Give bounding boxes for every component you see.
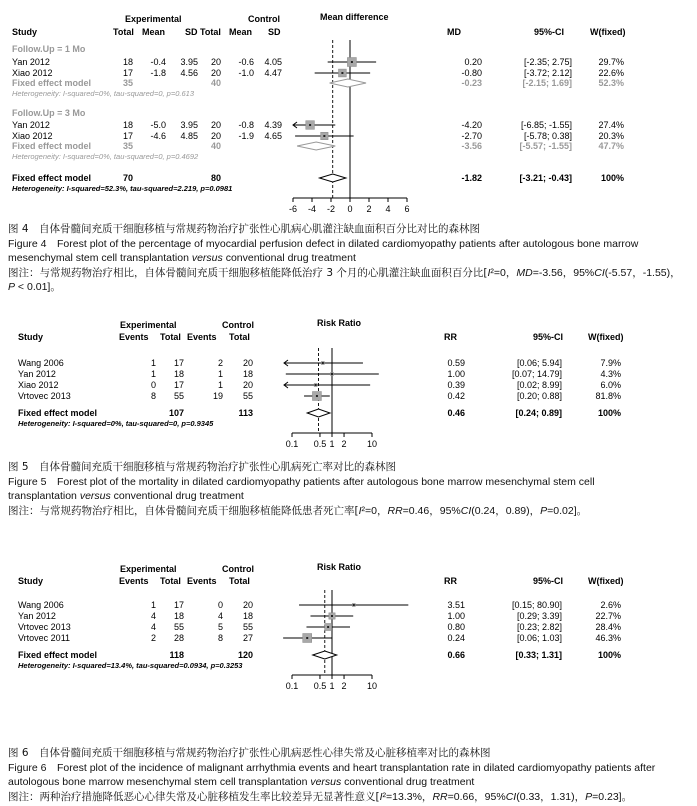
cell: 20 <box>242 358 253 368</box>
cell: 0 <box>150 380 156 390</box>
study-point <box>316 395 318 397</box>
ci-value: [-3.72; 2.12] <box>523 68 572 78</box>
study-point <box>323 135 325 137</box>
caption-en-text: conventional drug treatment <box>110 490 244 502</box>
overall-fixed-n1: 70 <box>122 173 133 183</box>
caption-note-italic: MD <box>516 267 533 279</box>
overall-fixed-ci: [-3.21; -0.43] <box>519 173 572 183</box>
cell: 27 <box>242 633 253 643</box>
header-col: Total <box>160 332 181 342</box>
pooled-diamond <box>307 409 330 417</box>
ci-value: [0.02; 8.99] <box>516 380 562 390</box>
cell: 55 <box>242 622 253 632</box>
header-study: Study <box>12 27 38 37</box>
cell: 18 <box>122 57 133 67</box>
forest-plot-figure-4 <box>0 0 697 222</box>
cell: 5 <box>217 622 223 632</box>
cell: 0 <box>217 600 223 610</box>
effect-value: 0.59 <box>447 358 465 368</box>
caption-note-text: 图注：与常规药物治疗相比，自体骨髓间充质干细胞移植能降低患者死亡率[ <box>8 505 359 517</box>
effect-value: 0.20 <box>464 57 482 67</box>
cell: 1 <box>217 369 223 379</box>
header-col: Total <box>229 332 250 342</box>
caption-en-text: conventional drug treatment <box>222 252 356 264</box>
caption-note-text: 图注：与常规药物治疗相比，自体骨髓间充质干细胞移植能降低治疗 3 个月的心肌灌注缺血面积百分比[ <box>8 267 488 279</box>
caption-en-title <box>8 761 692 789</box>
cell: 20 <box>210 131 221 141</box>
weight-value: 7.9% <box>600 358 621 368</box>
cell: -1.0 <box>238 68 254 78</box>
x-axis-tick-label: 0.1 <box>285 681 299 691</box>
x-axis-tick-label: 0.5 <box>313 439 327 449</box>
caption-en-title <box>8 237 692 265</box>
forest-plot-figure-5 <box>0 310 697 458</box>
caption-figure-4 <box>8 222 692 294</box>
header-study: Study <box>18 332 44 342</box>
x-axis-tick-label: 1 <box>329 681 335 691</box>
header-col: Total <box>200 27 221 37</box>
weight-value: 4.3% <box>600 369 621 379</box>
caption-zh-title: 图 5 自体骨髓间充质干细胞移植与常规药物治疗扩张性心肌病死亡率对比的森林图 <box>8 461 397 473</box>
caption-note-italic: RR <box>432 791 448 803</box>
header-col: Events <box>119 576 149 586</box>
caption-zh-title: 图 6 自体骨髓间充质干细胞移植与常规药物治疗扩张性心肌病恶性心律失常及心脏移植率对比的森林图 <box>8 747 491 759</box>
caption-note-italic: P <box>8 281 16 293</box>
header-col: Events <box>187 576 217 586</box>
header-col: Events <box>119 332 149 342</box>
overall-fixed-label: Fixed effect model <box>18 408 98 418</box>
cell: 18 <box>242 611 253 621</box>
cell: 4.47 <box>264 68 282 78</box>
caption-note-text: =0.23]。 <box>592 791 633 803</box>
forest-plot-figure-6 <box>0 552 697 742</box>
subgroup-pooled-diamond <box>330 79 366 87</box>
subgroup-fixed-label: Fixed effect model <box>12 78 92 88</box>
weight-value: 22.7% <box>595 611 621 621</box>
cell: 8 <box>150 391 156 401</box>
caption-en-italic: versus <box>79 490 111 502</box>
overall-fixed-weight: 100% <box>600 173 624 183</box>
subgroup-fixed-n1: 35 <box>122 78 133 88</box>
subgroup-label: Follow.Up = 3 Mo <box>12 108 86 118</box>
cell: 28 <box>173 633 184 643</box>
cell: 4.56 <box>180 68 198 78</box>
caption-note-italic: I <box>379 791 383 803</box>
overall-fixed-n2: 113 <box>238 408 253 418</box>
caption-note-italic: I <box>358 505 362 517</box>
effect-value: 0.80 <box>447 622 465 632</box>
caption-figure-5 <box>8 460 692 518</box>
caption-en-title <box>8 475 692 503</box>
study-point <box>309 124 311 126</box>
study-label: Yan 2012 <box>12 120 50 130</box>
caption-note-italic: RR <box>387 505 403 517</box>
subgroup-fixed-weight: 47.7% <box>598 141 624 151</box>
caption-en-italic: versus <box>310 776 342 788</box>
x-axis-tick-label: 4 <box>385 204 391 214</box>
x-axis-tick-label: 1 <box>329 439 335 449</box>
weight-value: 28.4% <box>595 622 621 632</box>
header-plot-title: Risk Ratio <box>317 318 362 328</box>
study-label: Vrtovec 2013 <box>18 391 71 401</box>
header-group-experimental: Experimental <box>125 14 182 24</box>
overall-heterogeneity: Heterogeneity: I-squared=13.4%, tau-squared=0.0934, p=0.3253 <box>18 661 243 670</box>
cell: 1 <box>150 358 156 368</box>
overall-fixed-effect: 0.46 <box>447 408 465 418</box>
x-axis-tick-label: 0 <box>347 204 353 214</box>
study-point <box>331 373 333 375</box>
study-label: Yan 2012 <box>18 611 56 621</box>
pooled-diamond <box>313 651 337 659</box>
header-group-control: Control <box>222 320 254 330</box>
header-col: Total <box>160 576 181 586</box>
study-point <box>353 604 355 606</box>
study-point <box>351 61 353 63</box>
cell: 19 <box>212 391 223 401</box>
header-col: Mean <box>229 27 253 37</box>
cell: 8 <box>217 633 223 643</box>
x-axis-tick-label: 6 <box>404 204 410 214</box>
cell: 1 <box>217 380 223 390</box>
caption-en-text: autologous bone marrow mesenchymal stem cell transplantation <box>8 776 311 788</box>
study-label: Wang 2006 <box>18 600 64 610</box>
overall-heterogeneity: Heterogeneity: I-squared=52.3%, tau-squared=2.219, p=0.0981 <box>12 184 233 193</box>
header-weight: W(fixed) <box>588 576 624 586</box>
header-weight: W(fixed) <box>588 332 624 342</box>
effect-value: -2.70 <box>461 131 482 141</box>
caption-note-text: ²=0， <box>361 505 388 517</box>
caption-note-italic: P <box>540 505 548 517</box>
header-effect: MD <box>447 27 461 37</box>
cell: 17 <box>122 131 133 141</box>
subgroup-label: Follow.Up = 1 Mo <box>12 44 86 54</box>
cell: 17 <box>173 358 184 368</box>
overall-fixed-label: Fixed effect model <box>12 173 92 183</box>
cell: -5.0 <box>150 120 166 130</box>
header-plot-title: Mean difference <box>320 12 389 22</box>
ci-value: [0.23; 2.82] <box>516 622 562 632</box>
overall-heterogeneity: Heterogeneity: I-squared=0%, tau-squared=0, p=0.9345 <box>18 419 214 428</box>
header-effect: RR <box>444 576 457 586</box>
header-study: Study <box>18 576 44 586</box>
study-label: Xiao 2012 <box>18 380 59 390</box>
caption-note-text: =0.02]。 <box>547 505 588 517</box>
cell: 55 <box>173 391 184 401</box>
weight-value: 2.6% <box>600 600 621 610</box>
x-axis-tick-label: 2 <box>341 681 347 691</box>
cell: 4 <box>150 611 156 621</box>
caption-note-text: =0.66，95% <box>447 791 506 803</box>
subgroup-heterogeneity: Heterogeneity: I-squared=0%, tau-squared=0, p=0.613 <box>12 89 194 98</box>
cell: 20 <box>210 120 221 130</box>
study-label: Wang 2006 <box>18 358 64 368</box>
caption-note <box>8 266 692 294</box>
caption-note-text: (-5.57，-1.55)， <box>604 267 681 279</box>
subgroup-heterogeneity: Heterogeneity: I-squared=0%, tau-squared=0, p=0.4692 <box>12 152 199 161</box>
overall-fixed-effect: 0.66 <box>447 650 465 660</box>
study-point <box>327 626 329 628</box>
subgroup-fixed-label: Fixed effect model <box>12 141 92 151</box>
overall-fixed-n1: 107 <box>168 408 184 418</box>
cell: 3.95 <box>180 120 198 130</box>
subgroup-fixed-ci: [-5.57; -1.55] <box>519 141 572 151</box>
caption-en-text: mesenchymal stem cell transplantation <box>8 252 192 264</box>
x-axis-tick-label: 0.1 <box>285 439 299 449</box>
header-effect: RR <box>444 332 457 342</box>
subgroup-pooled-diamond <box>297 142 335 150</box>
weight-value: 81.8% <box>595 391 621 401</box>
cell: 55 <box>242 391 253 401</box>
study-label: Yan 2012 <box>18 369 56 379</box>
caption-en-text: transplantation <box>8 490 80 502</box>
cell: 18 <box>242 369 253 379</box>
cell: 2 <box>150 633 156 643</box>
caption-note-text: (0.33，1.31)， <box>516 791 586 803</box>
caption-note-text: (0.24，0.89)， <box>471 505 541 517</box>
cell: 2 <box>217 358 223 368</box>
cell: 20 <box>242 600 253 610</box>
header-group-experimental: Experimental <box>120 564 177 574</box>
subgroup-fixed-effect: -0.23 <box>461 78 482 88</box>
x-axis-tick-label: 2 <box>366 204 372 214</box>
weight-value: 46.3% <box>595 633 621 643</box>
cell: -0.6 <box>238 57 254 67</box>
cell: 18 <box>173 369 184 379</box>
cell: -0.8 <box>238 120 254 130</box>
cell: 20 <box>242 380 253 390</box>
header-col: SD <box>185 27 198 37</box>
x-axis-tick-label: 10 <box>366 439 378 449</box>
caption-note-italic: CI <box>460 505 472 517</box>
caption-note-italic: CI <box>505 791 517 803</box>
cell: -1.9 <box>238 131 254 141</box>
overall-fixed-n2: 120 <box>237 650 253 660</box>
x-axis-tick-label: -2 <box>326 204 336 214</box>
weight-value: 6.0% <box>600 380 621 390</box>
ci-value: [0.20; 0.88] <box>516 391 562 401</box>
study-point <box>331 615 333 617</box>
cell: 4.05 <box>264 57 282 67</box>
ci-value: [-2.35; 2.75] <box>523 57 572 67</box>
cell: 20 <box>210 68 221 78</box>
effect-value: 0.39 <box>447 380 465 390</box>
cell: 4.65 <box>264 131 282 141</box>
header-ci: 95%-CI <box>533 576 564 586</box>
cell: -1.8 <box>150 68 166 78</box>
effect-value: -4.20 <box>461 120 482 130</box>
cell: 1 <box>150 600 156 610</box>
effect-value: 0.24 <box>447 633 465 643</box>
header-weight: W(fixed) <box>590 27 626 37</box>
caption-note-text: < 0.01]。 <box>15 281 61 293</box>
study-label: Vrtovec 2013 <box>18 622 71 632</box>
plot-area <box>289 40 410 214</box>
weight-value: 20.3% <box>598 131 624 141</box>
header-col: Total <box>113 27 134 37</box>
header-group-control: Control <box>248 14 280 24</box>
subgroup-fixed-n2: 40 <box>210 141 221 151</box>
x-axis-tick-label: -4 <box>307 204 317 214</box>
cell: 55 <box>173 622 184 632</box>
header-ci: 95%-CI <box>534 27 565 37</box>
subgroup-fixed-n1: 35 <box>122 141 133 151</box>
header-col: Events <box>187 332 217 342</box>
effect-value: 0.42 <box>447 391 465 401</box>
header-plot-title: Risk Ratio <box>317 562 362 572</box>
ci-value: [0.15; 80.90] <box>511 600 562 610</box>
cell: 18 <box>173 611 184 621</box>
effect-value: -0.80 <box>461 68 482 78</box>
cell: 20 <box>210 57 221 67</box>
subgroup-fixed-ci: [-2.15; 1.69] <box>522 78 572 88</box>
effect-value: 1.00 <box>447 369 465 379</box>
caption-note-italic: CI <box>594 267 605 279</box>
caption-en-line: Figure 6 Forest plot of the incidence of malignant arrhythmia events and heart transplantation rate in dilated cardiomyopathy patients after <box>8 762 656 774</box>
caption-zh-title: 图 4 自体骨髓间充质干细胞移植与常规药物治疗扩张性心肌病心肌灌注缺血面积百分比对比的森林图 <box>8 223 481 235</box>
header-col: Mean <box>142 27 166 37</box>
study-point <box>315 384 317 386</box>
study-label: Yan 2012 <box>12 57 50 67</box>
effect-value: 3.51 <box>447 600 465 610</box>
cell: 1 <box>150 369 156 379</box>
caption-en-text: conventional drug treatment <box>341 776 475 788</box>
header-group-control: Control <box>222 564 254 574</box>
x-axis-tick-label: 10 <box>366 681 378 691</box>
header-group-experimental: Experimental <box>120 320 177 330</box>
study-point <box>341 72 343 74</box>
x-axis-tick-label: -6 <box>288 204 298 214</box>
study-label: Vrtovec 2011 <box>18 633 71 643</box>
cell: 4.39 <box>264 120 282 130</box>
ci-value: [0.29; 3.39] <box>516 611 562 621</box>
ci-value: [0.07; 14.79] <box>511 369 562 379</box>
overall-fixed-ci: [0.33; 1.31] <box>515 650 562 660</box>
overall-fixed-label: Fixed effect model <box>18 650 98 660</box>
study-point <box>306 637 308 639</box>
study-point <box>322 362 324 364</box>
x-axis-tick-label: 2 <box>341 439 347 449</box>
subgroup-fixed-effect: -3.56 <box>461 141 482 151</box>
cell: 17 <box>173 380 184 390</box>
header-col: Total <box>229 576 250 586</box>
weight-value: 29.7% <box>598 57 624 67</box>
overall-fixed-weight: 100% <box>597 650 621 660</box>
cell: 17 <box>173 600 184 610</box>
caption-note-text: =-3.56，95% <box>532 267 595 279</box>
caption-note-text: =0.46，95% <box>402 505 461 517</box>
cell: -4.6 <box>150 131 166 141</box>
study-label: Xiao 2012 <box>12 68 53 78</box>
ci-value: [0.06; 1.03] <box>516 633 562 643</box>
cell: 3.95 <box>180 57 198 67</box>
caption-en-line: Figure 4 Forest plot of the percentage of myocardial perfusion defect in dilated cardiomyopathy patients after autologous bone marrow <box>8 238 639 250</box>
cell: 4.85 <box>180 131 198 141</box>
cell: 4 <box>217 611 223 621</box>
overall-fixed-n1: 118 <box>169 650 184 660</box>
caption-en-line: Figure 5 Forest plot of the mortality in dilated cardiomyopathy patients after autologous bone marrow mesenchymal stem cell <box>8 476 595 488</box>
header-col: SD <box>268 27 281 37</box>
cell: -0.4 <box>150 57 166 67</box>
cell: 17 <box>122 68 133 78</box>
caption-note <box>8 504 692 518</box>
subgroup-fixed-weight: 52.3% <box>598 78 624 88</box>
caption-figure-6 <box>8 746 692 804</box>
overall-fixed-n2: 80 <box>210 173 221 183</box>
header-ci: 95%-CI <box>533 332 564 342</box>
ci-value: [-5.78; 0.38] <box>523 131 572 141</box>
x-axis-tick-label: 0.5 <box>313 681 327 691</box>
weight-value: 22.6% <box>598 68 624 78</box>
overall-fixed-effect: -1.82 <box>461 173 482 183</box>
plot-area <box>283 590 408 691</box>
pooled-diamond <box>320 174 346 182</box>
caption-note <box>8 790 692 804</box>
overall-fixed-weight: 100% <box>597 408 621 418</box>
caption-en-italic: versus <box>191 252 223 264</box>
caption-note-italic: P <box>585 791 593 803</box>
study-label: Xiao 2012 <box>12 131 53 141</box>
effect-value: 1.00 <box>447 611 465 621</box>
cell: 18 <box>122 120 133 130</box>
weight-value: 27.4% <box>598 120 624 130</box>
ci-value: [-6.85; -1.55] <box>520 120 572 130</box>
caption-note-text: ²=0， <box>490 267 517 279</box>
subgroup-fixed-n2: 40 <box>210 78 221 88</box>
caption-note-italic: I <box>487 267 491 279</box>
caption-note-text: 图注：两种治疗措施降低恶心心律失常及心脏移植发生率比较差异无显著性意义[ <box>8 791 380 803</box>
caption-note-text: ²=13.3%， <box>382 791 433 803</box>
cell: 4 <box>150 622 156 632</box>
overall-fixed-ci: [0.24; 0.89] <box>515 408 562 418</box>
ci-value: [0.06; 5.94] <box>516 358 562 368</box>
plot-area <box>284 348 379 449</box>
